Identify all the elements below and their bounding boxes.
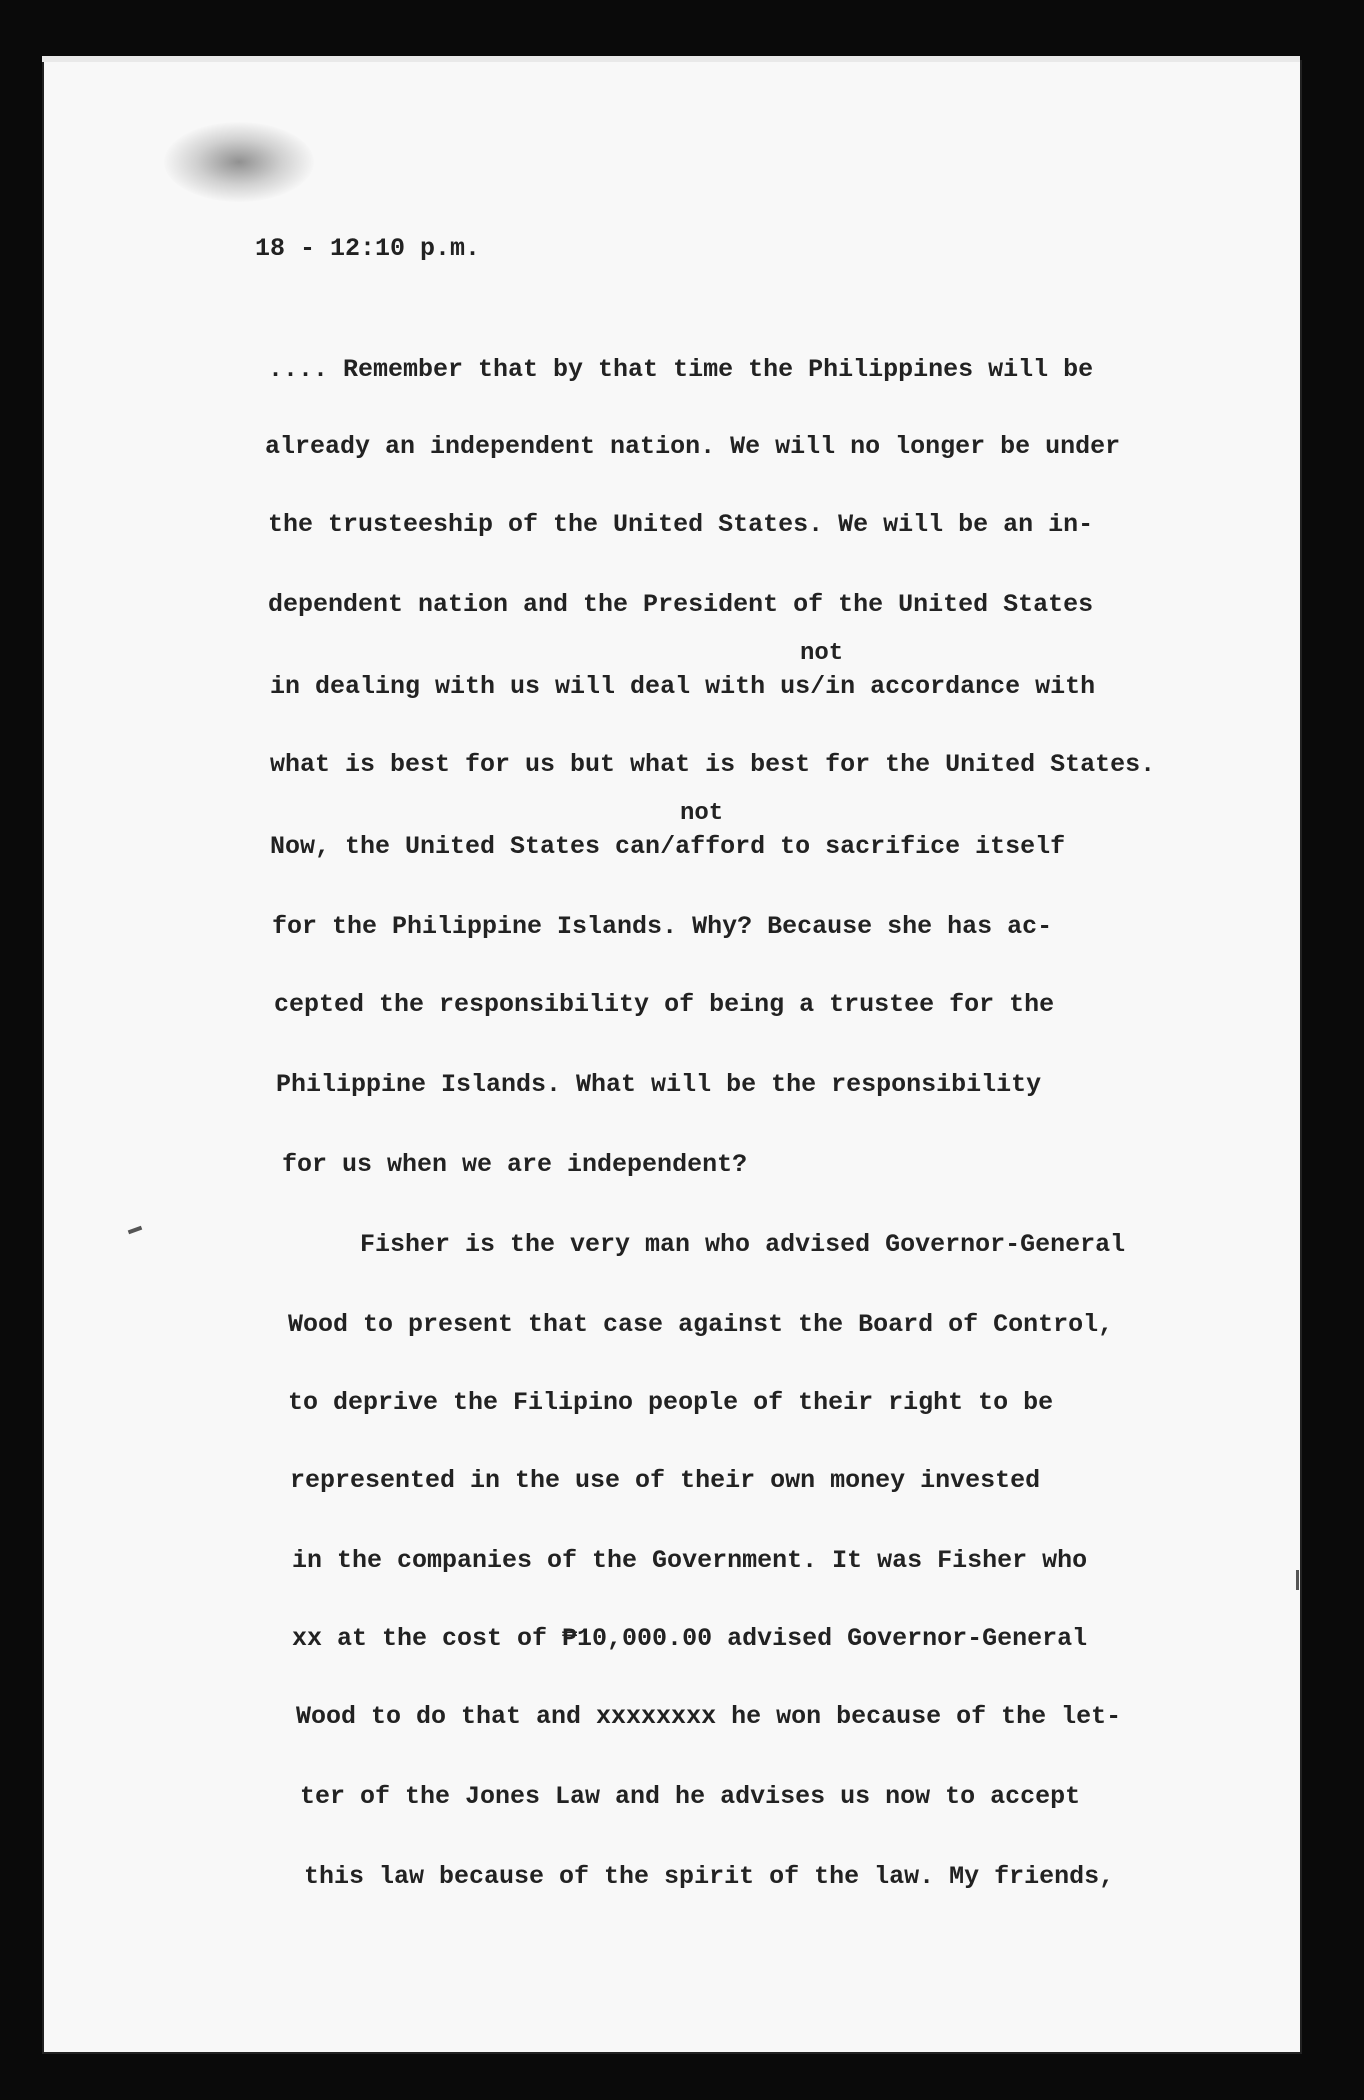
stray-mark	[1296, 1570, 1299, 1590]
ink-smudge	[164, 122, 314, 202]
text-line: ter of the Jones Law and he advises us now to accept	[300, 1782, 1081, 1811]
text-line: Fisher is the very man who advised Governor-General	[360, 1230, 1126, 1259]
text-line: this law because of the spirit of the law. My friends,	[304, 1862, 1115, 1891]
text-line: cepted the responsibility of being a trustee for the	[274, 990, 1055, 1019]
text-line: Philippine Islands. What will be the responsibility	[276, 1070, 1042, 1099]
page-header: 18 - 12:10 p.m.	[255, 234, 481, 263]
text-line: what is best for us but what is best for the United States.	[270, 750, 1156, 779]
text-line: .... Remember that by that time the Philippines will be	[268, 355, 1094, 384]
page-edge	[42, 56, 1300, 62]
text-line: the trusteeship of the United States. We will be an in-	[268, 510, 1094, 539]
text-line: xx at the cost of ₱10,000.00 advised Governor-General	[292, 1624, 1088, 1653]
text-line: for us when we are independent?	[282, 1150, 748, 1179]
handwritten-insertion: not	[800, 640, 844, 667]
text-line: to deprive the Filipino people of their right to be	[288, 1388, 1054, 1417]
handwritten-insertion: not	[680, 800, 724, 827]
text-line: in dealing with us will deal with us/in accordance with	[270, 672, 1096, 701]
text-line: in the companies of the Government. It was Fisher who	[292, 1546, 1088, 1575]
text-line: Wood to present that case against the Board of Control,	[288, 1310, 1114, 1339]
text-line: for the Philippine Islands. Why? Because she has ac-	[272, 912, 1053, 941]
text-line: Wood to do that and xxxxxxxx he won because of the let-	[296, 1702, 1122, 1731]
text-line: dependent nation and the President of the United States	[268, 590, 1094, 619]
text-line: Now, the United States can/afford to sacrifice itself	[270, 832, 1066, 861]
text-line: already an independent nation. We will no longer be under	[265, 432, 1121, 461]
text-line: represented in the use of their own money invested	[290, 1466, 1041, 1495]
